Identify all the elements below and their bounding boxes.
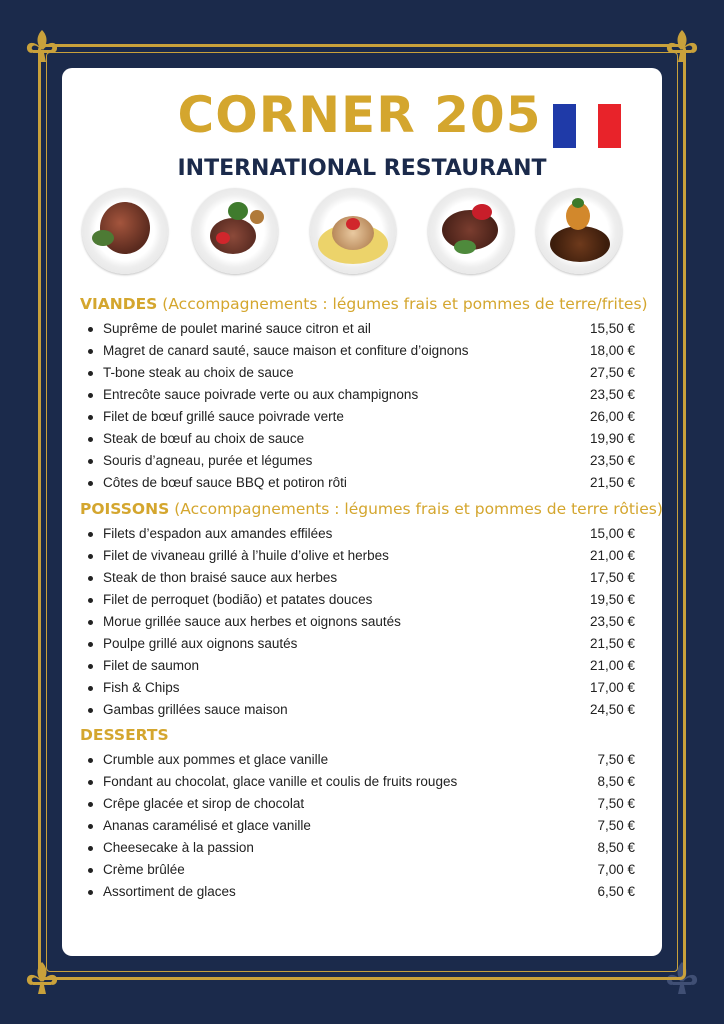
menu-item — [88, 343, 638, 363]
dish-photo-ribs — [536, 188, 622, 274]
section-title-viandes — [80, 295, 648, 313]
section-note: (Accompagnements : légumes frais et pommes de terre rôties) — [174, 500, 663, 518]
dish-photo-fish — [310, 188, 396, 274]
bullet — [88, 620, 93, 625]
menu-item — [88, 321, 638, 341]
dish-food — [550, 226, 610, 262]
item-name: Cheesecake à la passion — [103, 840, 254, 855]
dish-sauce — [250, 210, 264, 224]
french-flag-icon — [553, 104, 621, 148]
bullet — [88, 371, 93, 376]
item-name: Filet de saumon — [103, 658, 200, 673]
menu-item — [88, 658, 638, 678]
bullet — [88, 554, 93, 559]
menu-item — [88, 592, 638, 612]
item-name: Entrecôte sauce poivrade verte ou aux champignons — [103, 387, 419, 402]
menu-item — [88, 702, 638, 722]
item-price: 23,50 € — [589, 453, 635, 468]
item-name: Filet de bœuf grillé sauce poivrade verte — [103, 409, 344, 424]
menu-item — [88, 475, 638, 495]
item-price: 7,50 € — [597, 818, 635, 833]
item-price: 23,50 € — [589, 387, 635, 402]
bullet — [88, 459, 93, 464]
dish-photo-meat — [192, 188, 278, 274]
item-name: Fondant au chocolat, glace vanille et coulis de fruits rouges — [103, 774, 458, 789]
item-name: Magret de canard sauté, sauce maison et confiture d’oignons — [103, 343, 469, 358]
bullet — [88, 846, 93, 851]
item-price: 17,00 € — [589, 680, 635, 695]
dish-garnish — [216, 232, 230, 244]
bullet — [88, 327, 93, 332]
bullet — [88, 868, 93, 873]
menu-item — [88, 862, 638, 882]
item-price: 8,50 € — [597, 840, 635, 855]
item-price: 19,50 € — [589, 592, 635, 607]
restaurant-title: CORNER 205 — [177, 86, 542, 144]
bullet — [88, 481, 93, 486]
bullet — [88, 349, 93, 354]
item-name: Crème brûlée — [103, 862, 185, 877]
item-price: 17,50 € — [589, 570, 635, 585]
item-name: Assortiment de glaces — [103, 884, 236, 899]
bullet — [88, 824, 93, 829]
item-name: Suprême de poulet mariné sauce citron et ail — [103, 321, 371, 336]
flag-stripe-red — [598, 104, 621, 148]
menu-item — [88, 614, 638, 634]
dish-photo-lamb — [428, 188, 514, 274]
dish-food — [100, 202, 150, 254]
dish-photo-octopus — [82, 188, 168, 274]
item-name: Crêpe glacée et sirop de chocolat — [103, 796, 305, 811]
menu-item — [88, 818, 638, 838]
menu-item — [88, 840, 638, 860]
item-name: Ananas caramélisé et glace vanille — [103, 818, 311, 833]
item-name: Filets d’espadon aux amandes effilées — [103, 526, 333, 541]
menu-item — [88, 796, 638, 816]
restaurant-subtitle: INTERNATIONAL RESTAURANT — [177, 156, 547, 181]
item-name: Fish & Chips — [103, 680, 180, 695]
menu-item — [88, 548, 638, 568]
item-name: Steak de bœuf au choix de sauce — [103, 431, 305, 446]
bullet — [88, 890, 93, 895]
bullet — [88, 642, 93, 647]
item-price: 7,00 € — [597, 862, 635, 877]
menu-item — [88, 409, 638, 429]
item-price: 27,50 € — [589, 365, 635, 380]
menu-item — [88, 570, 638, 590]
item-price: 7,50 € — [597, 752, 635, 767]
item-price: 21,00 € — [589, 548, 635, 563]
item-price: 18,00 € — [589, 343, 635, 358]
dish-garnish — [472, 204, 492, 220]
item-name: Gambas grillées sauce maison — [103, 702, 288, 717]
item-price: 6,50 € — [597, 884, 635, 899]
menu-item — [88, 680, 638, 700]
item-name: Côtes de bœuf sauce BBQ et potiron rôti — [103, 475, 347, 490]
dish-garnish — [346, 218, 360, 230]
menu-item — [88, 884, 638, 904]
bullet — [88, 415, 93, 420]
item-price: 21,00 € — [589, 658, 635, 673]
item-name: Souris d’agneau, purée et légumes — [103, 453, 313, 468]
dish-garnish — [454, 240, 476, 254]
item-price: 15,00 € — [589, 526, 635, 541]
dish-garnish — [572, 198, 584, 208]
item-name: Filet de perroquet (bodião) et patates douces — [103, 592, 373, 607]
menu-item — [88, 453, 638, 473]
bullet — [88, 393, 93, 398]
menu-item — [88, 431, 638, 451]
menu-item — [88, 752, 638, 772]
dish-garnish — [228, 202, 248, 220]
item-name: Steak de thon braisé sauce aux herbes — [103, 570, 338, 585]
item-price: 15,50 € — [589, 321, 635, 336]
section-name: DESSERTS — [80, 726, 169, 744]
item-name: Poulpe grillé aux oignons sautés — [103, 636, 298, 651]
item-price: 8,50 € — [597, 774, 635, 789]
section-name: VIANDES — [80, 295, 158, 313]
bullet — [88, 780, 93, 785]
bullet — [88, 664, 93, 669]
menu-item — [88, 774, 638, 794]
item-price: 23,50 € — [589, 614, 635, 629]
item-name: Crumble aux pommes et glace vanille — [103, 752, 329, 767]
section-name: POISSONS — [80, 500, 170, 518]
item-price: 21,50 € — [589, 475, 635, 490]
item-price: 19,90 € — [589, 431, 635, 446]
flag-stripe-blue — [553, 104, 576, 148]
item-price: 24,50 € — [589, 702, 635, 717]
bullet — [88, 437, 93, 442]
item-name: Morue grillée sauce aux herbes et oignons sautés — [103, 614, 401, 629]
dish-garnish — [92, 230, 114, 246]
item-price: 26,00 € — [589, 409, 635, 424]
bullet — [88, 598, 93, 603]
menu-item — [88, 526, 638, 546]
menu-item — [88, 365, 638, 385]
bullet — [88, 758, 93, 763]
bullet — [88, 532, 93, 537]
flag-stripe-white — [576, 104, 599, 148]
menu-item — [88, 387, 638, 407]
item-price: 21,50 € — [589, 636, 635, 651]
section-title-poissons — [80, 500, 663, 518]
bullet — [88, 576, 93, 581]
bullet — [88, 802, 93, 807]
bullet — [88, 686, 93, 691]
item-price: 7,50 € — [597, 796, 635, 811]
section-title-desserts — [80, 726, 169, 744]
item-name: Filet de vivaneau grillé à l’huile d’olive et herbes — [103, 548, 389, 563]
menu-item — [88, 636, 638, 656]
item-name: T-bone steak au choix de sauce — [103, 365, 294, 380]
section-note: (Accompagnements : légumes frais et pommes de terre/frites) — [162, 295, 648, 313]
bullet — [88, 708, 93, 713]
